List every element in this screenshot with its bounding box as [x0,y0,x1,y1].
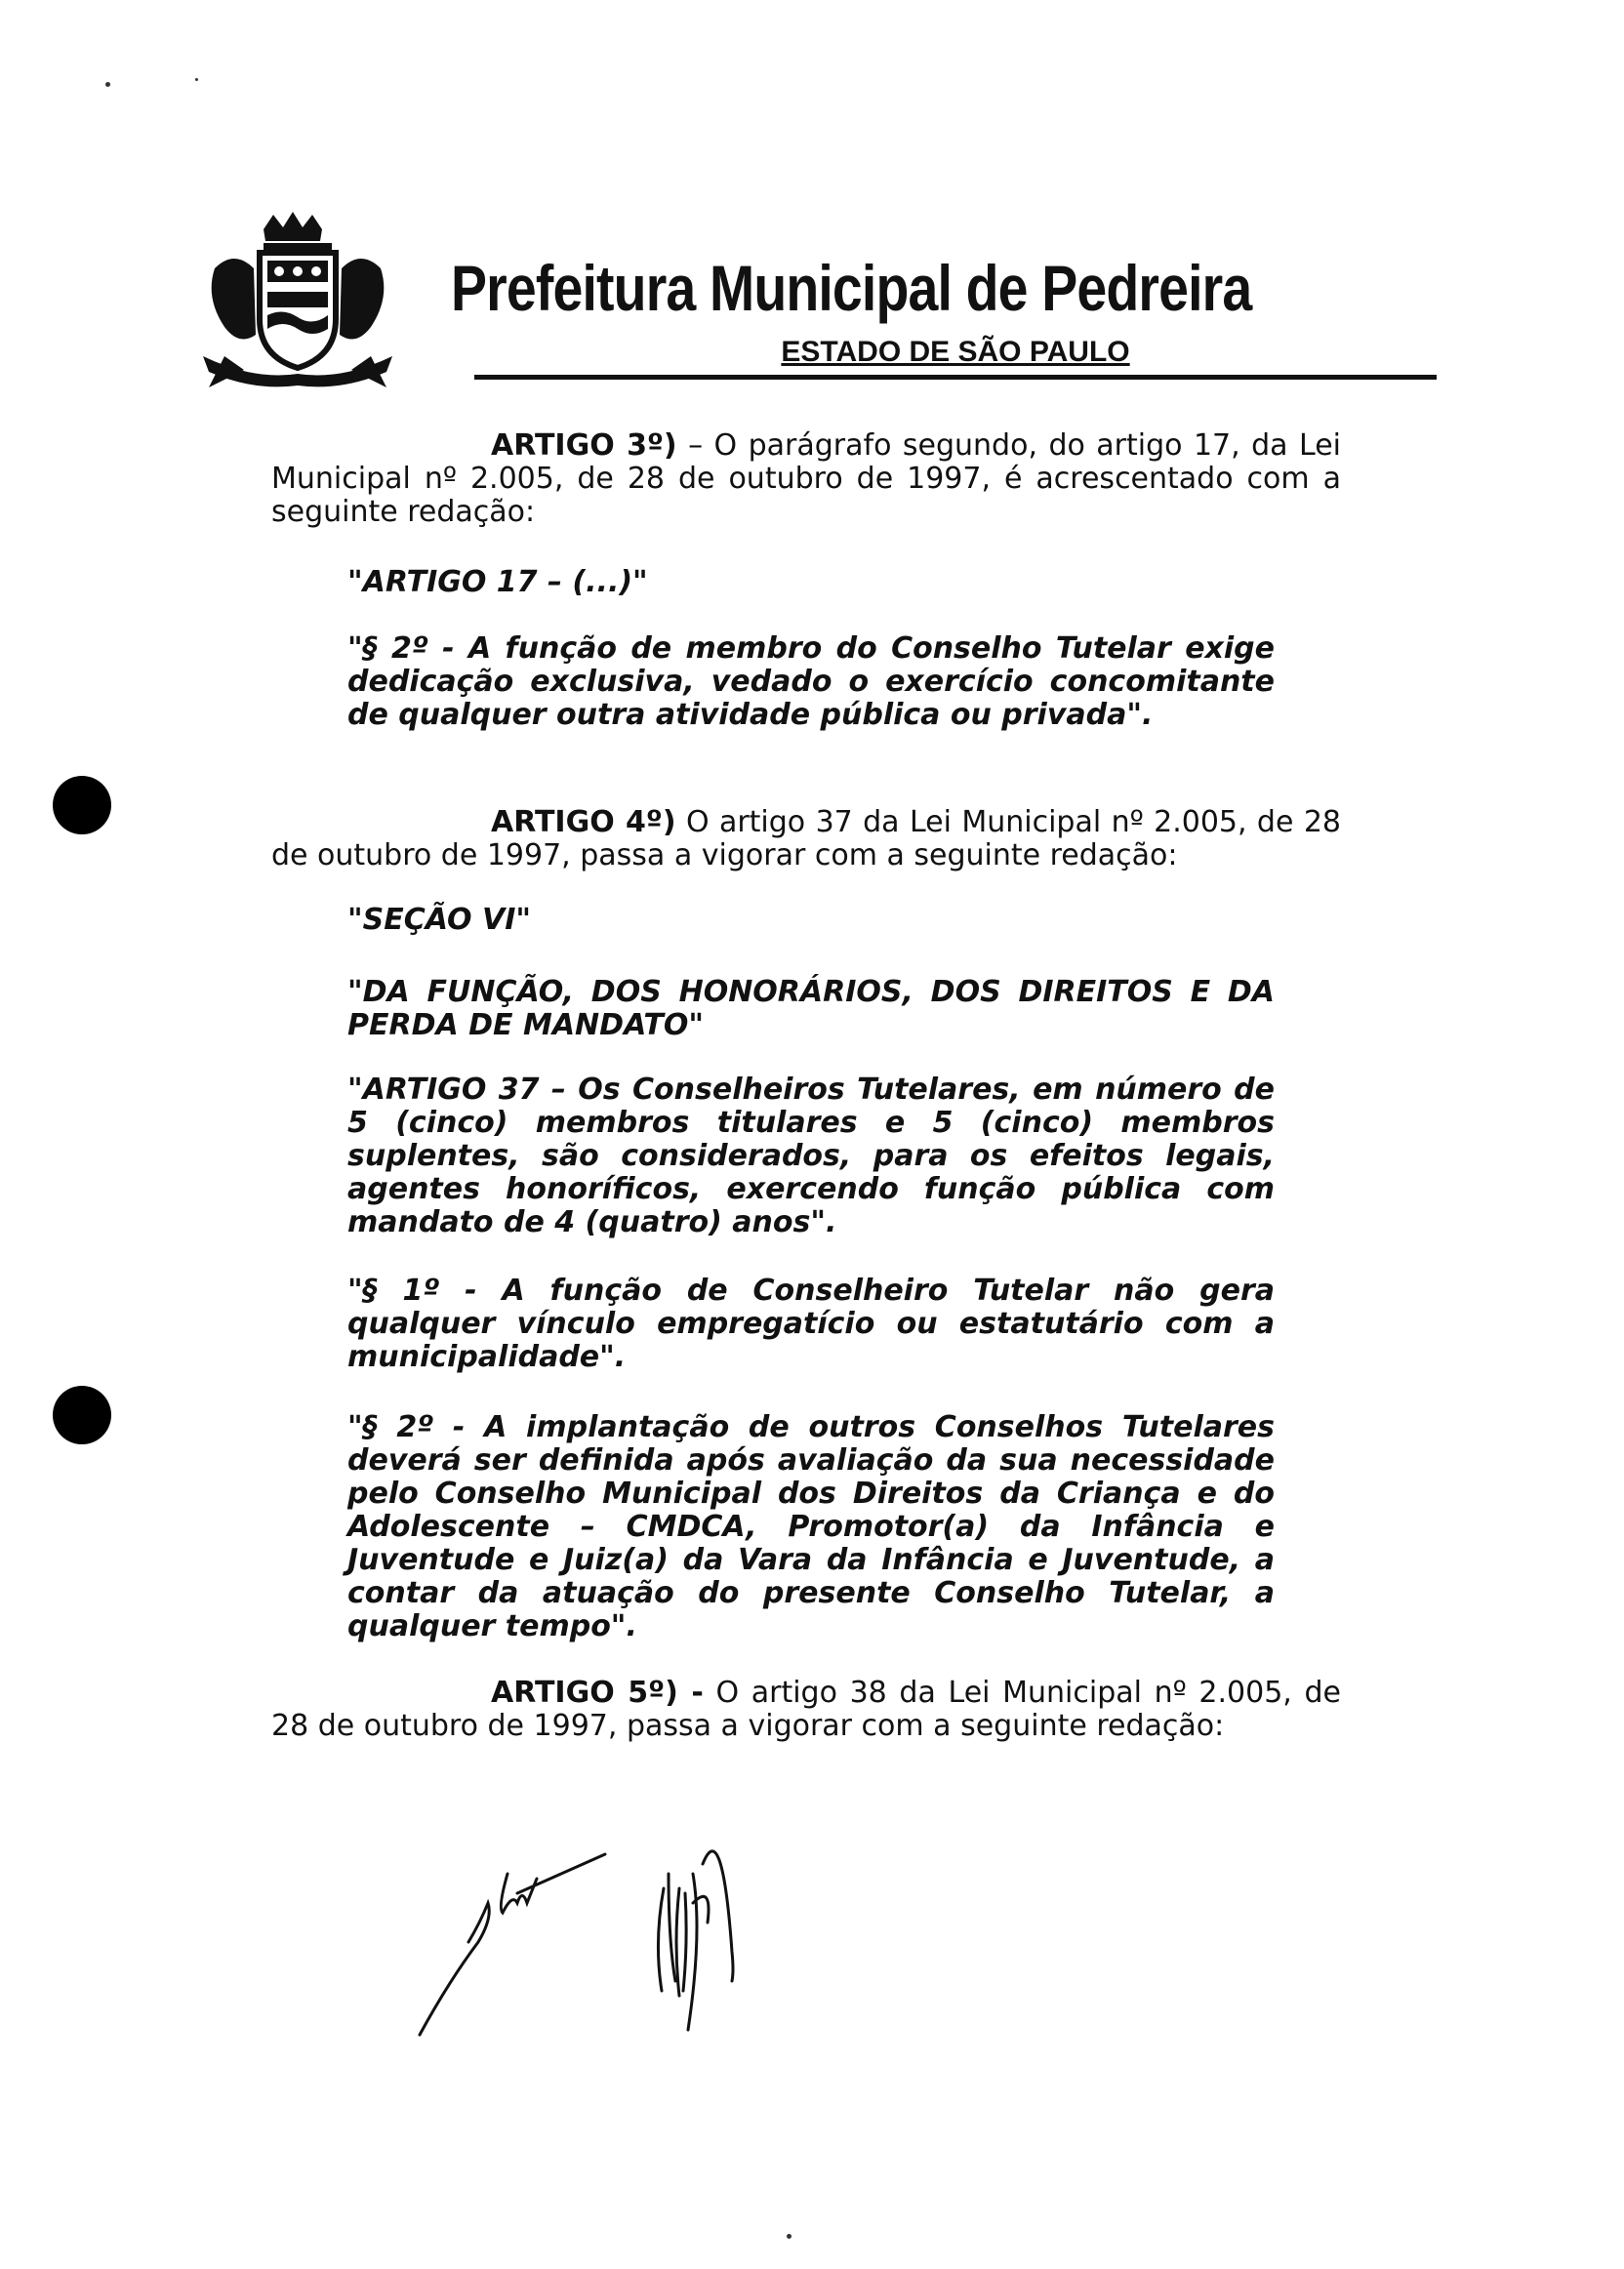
article-4-text: O artigo 37 da Lei Municipal nº 2.005, de 28 de outubro de 1997, passa a vigorar com a seguinte redação: [271,805,1342,872]
article-4-paragraph [271,806,1341,872]
article-5-label: ARTIGO 5º) - [491,1676,704,1710]
article-3-quote-paragraph: "§ 2º - A função de membro do Conselho Tutelar exige dedicação exclusiva, vedado o exercício concomitante de qualquer outra atividade pública ou privada". [347,631,1275,732]
header-divider [474,375,1437,380]
article-3-quote-heading: "ARTIGO 17 – (...)" [347,565,648,599]
article-3-label: ARTIGO 3º) [491,428,677,463]
punch-hole [53,1386,111,1444]
article-4-chapter-heading: "DA FUNÇÃO, DOS HONORÁRIOS, DOS DIREITOS E DA PERDA DE MANDATO" [347,975,1275,1042]
article-4-paragraph-1: "§ 1º - A função de Conselheiro Tutelar não gera qualquer vínculo empregatício ou estatutário com a municipalidade". [347,1274,1275,1374]
scan-speck [787,2234,792,2239]
article-3-text: – O parágrafo segundo, do artigo 17, da Lei Municipal nº 2.005, de 28 de outubro de 1997, é acrescentado com a seguinte redação: [271,428,1342,529]
page-title: Prefeitura Municipal de Pedreira [451,252,1252,324]
article-5-text: O artigo 38 da Lei Municipal nº 2.005, de 28 de outubro de 1997, passa a vigorar com a seguinte redação: [271,1676,1341,1743]
scan-speck [195,78,198,81]
scan-speck [105,82,110,87]
coat-of-arms-logo [195,210,400,390]
article-4-label: ARTIGO 4º) [491,805,676,839]
page-subtitle: ESTADO DE SÃO PAULO [781,336,1130,368]
punch-hole [53,776,111,834]
article-4-section-heading: "SEÇÃO VI" [347,903,531,937]
article-3-paragraph [271,429,1341,529]
signature-left [420,1854,605,2035]
signature-right [658,1851,733,2030]
article-4-paragraph-2: "§ 2º - A implantação de outros Conselhos Tutelares deverá ser definida após avaliação da sua necessidade pelo Conselho Municipal dos Direitos da Criança e do Adolescente – CMDCA, Promotor(a) da Infância e Juventude e Juiz(a) da Vara da Infância e Juventude, a contar da atuação do presente Conselho Tutelar, a qualquer tempo". [347,1410,1275,1643]
article-5-paragraph [271,1677,1341,1743]
signatures [410,1835,820,2069]
article-4-article-37: "ARTIGO 37 – Os Conselheiros Tutelares, em número de 5 (cinco) membros titulares e 5 (cinco) membros suplentes, são considerados, para os efeitos legais, agentes honoríficos, exercendo função pública com mandato de 4 (quatro) anos". [347,1073,1275,1239]
